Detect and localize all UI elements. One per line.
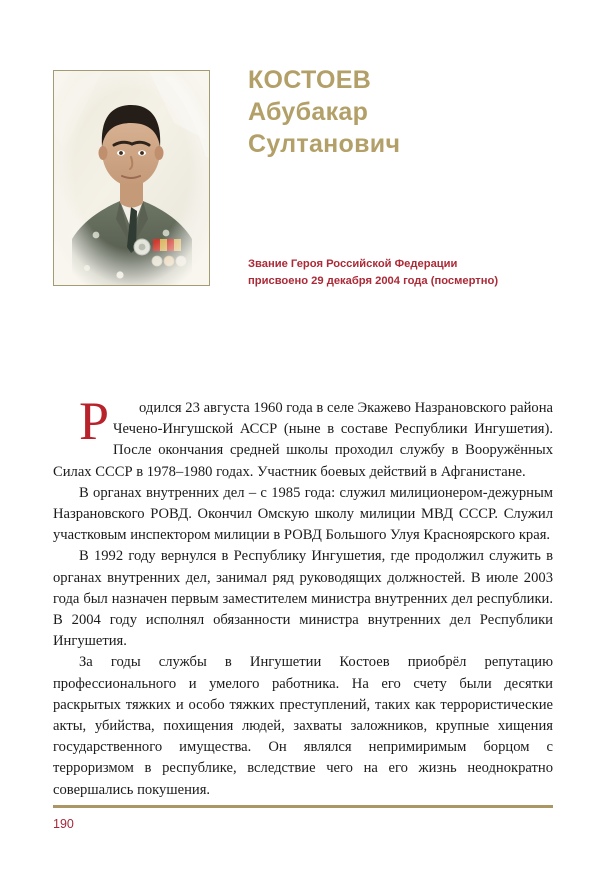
drop-cap: Р [79, 391, 110, 451]
hero-surname: КОСТОЕВ [248, 66, 372, 94]
biography-body [53, 391, 553, 801]
portrait-illustration [54, 71, 209, 285]
page-number: 190 [53, 817, 74, 831]
paragraph [53, 391, 553, 483]
hero-patronymic: Султанович [248, 130, 401, 158]
footer-divider [53, 805, 553, 808]
hero-first-name: Абубакар [248, 98, 369, 126]
portrait-photo [53, 70, 210, 286]
award-note [248, 256, 568, 290]
award-note-line-2: присвоено 29 декабря 2004 года (посмертно) [248, 275, 499, 287]
hero-name [248, 64, 558, 160]
biography-header [0, 0, 600, 320]
paragraph: В 1992 году вернулся в Республику Ингушетия, где продолжил служить в органах внутренних дел, занимал ряд руководящих должностей. В июле 2003 года был назначен первым заместителем министра внутренних дел республики. В 2004 году исполнял обязанности министра внутренних дел Республики Ингушетия. [53, 548, 553, 650]
paragraph: В органах внутренних дел – с 1985 года: служил милиционером-дежурным Назрановского РОВД. Окончил Омскую школу милиции МВД СССР. Служил участковым инспектором милиции в РОВД Большого Улуя Красноярского края. [53, 484, 553, 544]
award-note-line-1: Звание Героя Российской Федерации [248, 258, 458, 270]
paragraph-text: одился 23 августа 1960 года в селе Экажево Назрановского района Чечено-Ингушской АССР (ныне в составе Республики Ингушетия). После окончания средней школы проходил службу в Вооружённых Силах СССР в 1978–1980 годах. Участник боевых действий в Афганистане. [53, 400, 553, 480]
paragraph: За годы службы в Ингушетии Костоев приобрёл репутацию профессионального и умелого работника. На его счету были десятки раскрытых тяжких и особо тяжких преступлений, таких как террористические акты, убийства, похищения людей, захваты заложников, крупные хищения государственного имущества. Он являлся непримиримым борцом с терроризмом в республике, вследствие чего на его жизнь неоднократно совершались покушения. [53, 654, 553, 798]
